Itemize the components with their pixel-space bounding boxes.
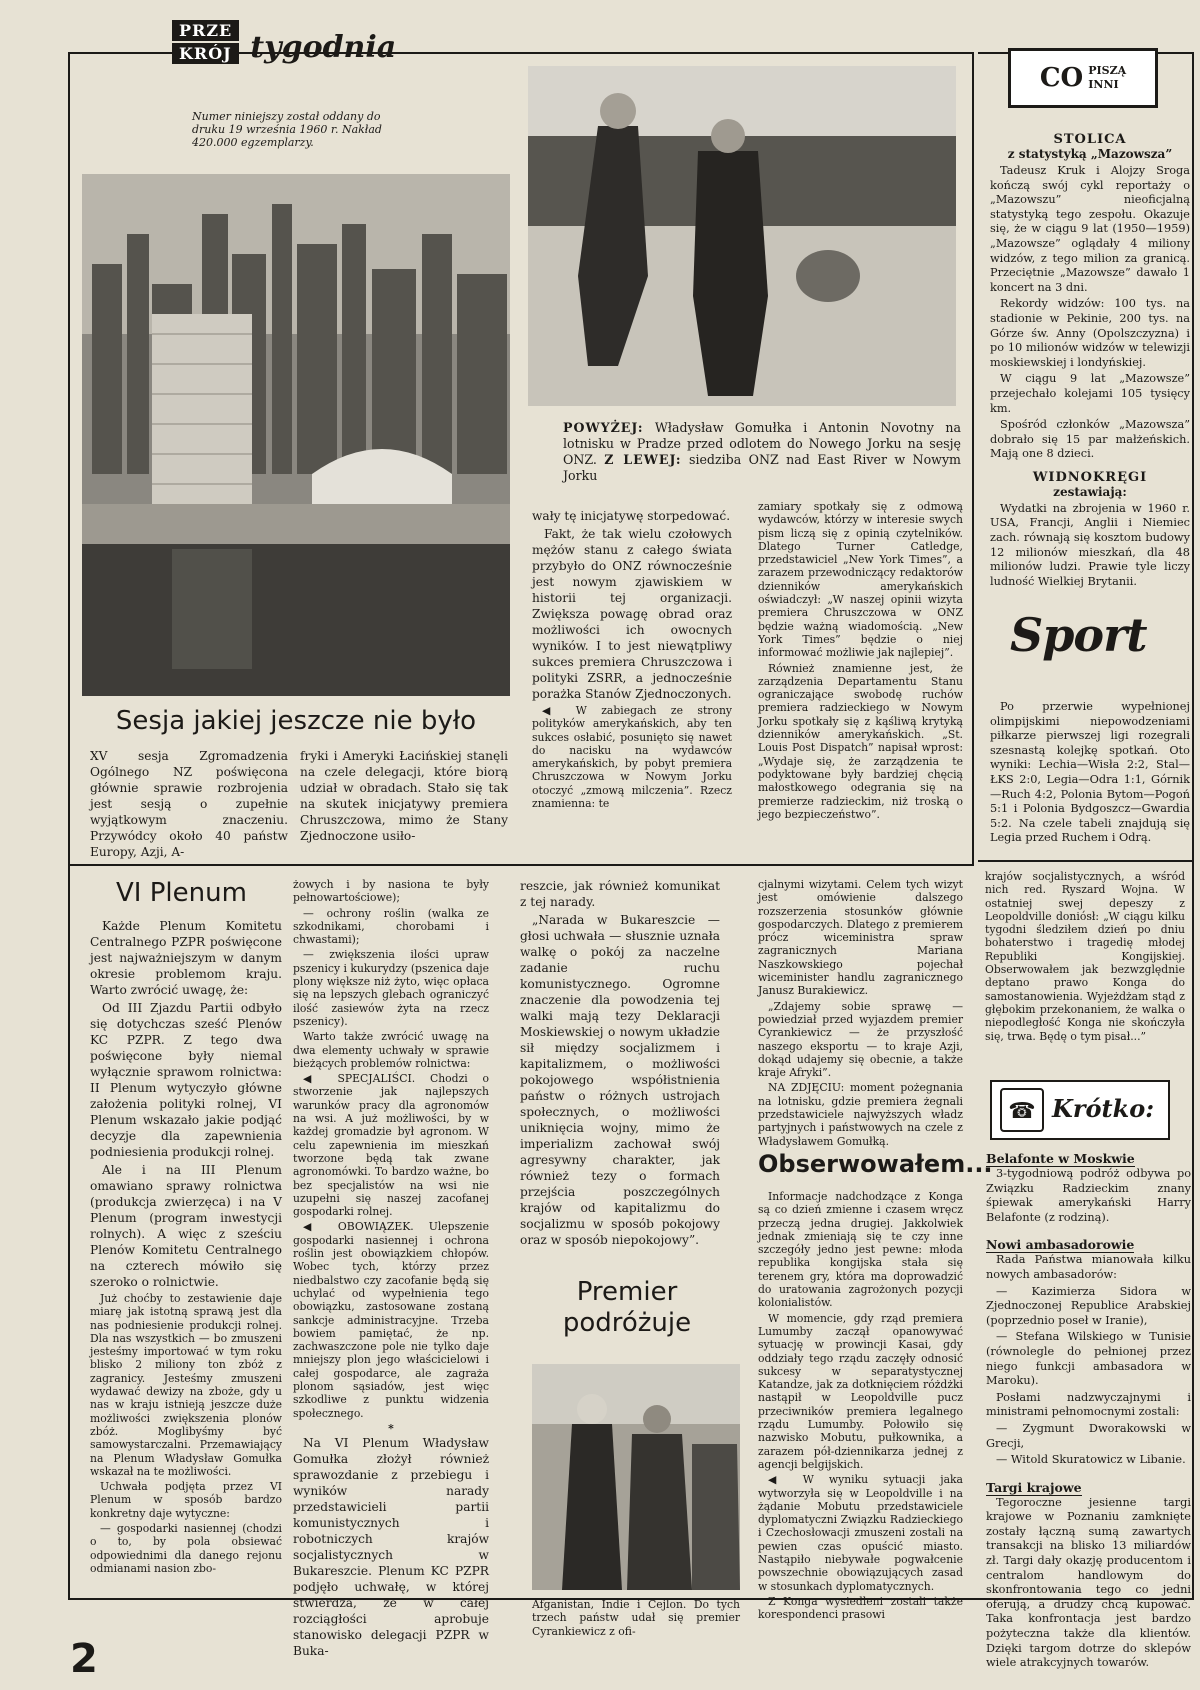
article1-col4-p1: zamiary spotkały się z odmową wydawców, którzy w interesie swych pism liczą się z opinią czytelników. Dlatego Turner Catledge, przedstawiciel „New York Times”, a zarazem przewodniczący redaktorów dzienników amerykańskich oświadczył: „W naszej opinii wizyta premiera Chruszczowa w ONZ będzie ważną wiadomością. „New York Times” będzie o niej informować możliwie jak najlepiej”. (758, 500, 963, 660)
article3-photo-caption: Afganistan, Indie i Cejlon. Do tych trzech państw udał się premier Cyrankiewicz z ofi- (532, 1598, 740, 1638)
stolica-subtitle: z statystyką „Mazowsza” (1007, 147, 1173, 161)
article1-col1-text: XV sesja Zgromadzenia Ogólnego NZ poświęcona głównie sprawie rozbrojenia jest sesją o zupełnie wyjątkowym znaczeniu. Przywódcy około 40 państw Europy, Azji, A- (90, 749, 288, 859)
stolica-p4: Spośród członków „Mazowsza” dobrało się 15 par małżeńskich. Mają one 8 dzieci. (990, 418, 1190, 461)
article2-p15: „Narada w Bukareszcie — głosi uchwała — słusznie uznała walkę o pokój za naczelne zadanie ruchu komunistycznego. Ogromne znaczenie dla powodzenia tej walki mają tezy Deklaracji Moskiewskiej o nowym układzie sił między socjalizmem i kapitalizmem, o możliwości pokojowego współistnienia państw o różnych ustrojach społecznych, o możliwości uniknięcia wojny, mimo że imperializm zachował swój agresywny charakter, jak również tezy o formach przejścia poszczególnych krajów od kapitalizmu do socjalizmu w sposób pokojowy oraz w sposób niepokojowy”. (520, 913, 720, 1247)
widnokregi-body (990, 502, 1190, 590)
article1-col3-small (532, 704, 732, 810)
article2-p13: Na VI Plenum Władysław Gomułka złożył również sprawozdanie z przebiegu i wyników narady przedstawicieli partii komunistycznych i robotniczych krajów socjalistycznych w Bukareszcie. Plenum KC PZPR podjęło uchwałę, w której stwierdza, że w całej rozciągłości aprobuje stanowisko delegacji PZPR w Buka- (293, 1436, 489, 1659)
article2-p9: — zwiększenia ilości upraw pszenicy i kukurydzy (pszenica daje plony większe niż żyto, więc opłaca się na lepszych glebach ograniczyć ilość zasiewów żyta na rzecz pszenicy). (293, 948, 489, 1028)
ambas-p1: Rada Państwa mianowała kilku nowych ambasadorów: (986, 1253, 1191, 1281)
article2-p4: Już choćby to zestawienie daje miarę jak istotną sprawą jest dla nas podniesienie produkcji rolnej. Dla nas wszystkich — bo zmuszeni jesteśmy importować w tym roku blisko 2 miliony ton zbóż z zagranicy. Jesteśmy zmuszeni wydawać dewizy na zboże, gdy u nas w kraju istnieją jeszcze duże możliwości zwiększenia plonów zbóż. Moglibyśmy być samowystarczalni. Przemawiający na Plenum Władysław Gomułka wskazał na te możliwości. (90, 1292, 282, 1478)
widnokregi-text: Wydatki na zbrojenia w 1960 r. USA, Francji, Anglii i Niemiec zach. równają się kosztom budowy 12 milionów mieszkań, dla 48 milionów ludzi. Prawie tyle liczy ludność Wielkiej Brytanii. (990, 501, 1190, 588)
article1-col3-p2: Fakt, że tak wielu czołowych mężów stanu z całego świata przybyło do ONZ równocześnie jest nowym zjawiskiem w historii tej organizacji. Zwiększa powagę obrad oraz możliwości ich owocnych wyników. I to jest niewątpliwy sukces premiera Chruszczowa i polityki ZSRR, a jednocześnie porażka Stanów Zjednoczonych. (532, 527, 732, 701)
stolica-p2: Rekordy widzów: 100 tys. na stadionie w Pekinie, 200 tys. na Górze św. Anny (Opolszczyzna) i po 10 milionów widzów w telewizji moskiewskiej i londyńskiej. (990, 297, 1190, 369)
article1-col3-p1: wały tę inicjatywę storpedować. (532, 509, 731, 523)
krotko-logo-box (990, 1080, 1170, 1140)
article4-p5: krajów socjalistycznych, a wśród nich red. Ryszard Wojna. W ostatniej swej depeszy z Leopoldville doniósł: „W ciągu kilku tygodni śledziłem dzień po dniu bohaterstwo i tragedię młodej Republiki Kongijskiej. Obserwowałem jak bezwzględnie deptano prawo Konga do samostanowienia. Wyjeżdżam stąd z głębokim przekonaniem, że walka o niepodległość Konga nie skończyła się, trwa. Będę o tym pisał...” (985, 870, 1185, 1043)
article2-headline: VI Plenum (116, 878, 247, 908)
caption-lead: POWYŻEJ: (563, 420, 644, 435)
article2-col2 (293, 878, 489, 1661)
article2-col2-large (293, 1435, 489, 1659)
un-photo-drawing (82, 174, 510, 696)
article2-p14: reszcie, jak również komunikat z tej narady. (520, 879, 720, 909)
article2-col1-small (90, 1292, 282, 1575)
ambas-p5: — Zygmunt Dworakowski w Grecji, (986, 1421, 1191, 1450)
article1-col4-p2: Również znamienne jest, że zarządzenia Departamentu Stanu ograniczające swobodę ruchów premiera radzieckiego w Nowym Jorku spotkały się z kąśliwą krytyką dzienników amerykańskich. „St. Louis Post Dispatch” napisał wprost: „Wydaje się, że zarządzenia te podyktowane były bardziej chęcią małostkowego odegrania się na premierze radzieckim, niż troską o jego bezpieczeństwo”. (758, 661, 963, 821)
stolica-p1: Tadeusz Kruk i Alojzy Sroga kończą swój cykl reportaży o „Mazowszu” nieoficjalną statystyką tego zespołu. Okazuje się, że w ciągu 9 lat (1950—1959) „Mazowsze” oglądały 4 miliony widzów, z tego milion za granicą. Przeciętnie „Mazowsze” dawało 1 koncert na 3 dni. (990, 164, 1190, 294)
article3-col4 (758, 878, 963, 1150)
krotko-section (986, 1148, 1191, 1673)
article2-p12: ◀ OBOWIĄZEK. Ulepszenie gospodarki nasiennej i ochrona roślin jest obowiązkiem chłopów. Wobec tych, którzy przez niedbalstwo czy zacofanie będą się uchylać od wypełnienia tego obowiązku, zastosowane zostaną sankcje administracyjne. Trzeba bowiem pamiętać, że np. zachwaszczone pole nie tylko daje mniejszy plon jego właścicielowi i całej gospodarce, ale zagraża plonom sąsiadów, jest więc szkodliwe z punktu widzenia społecznego. (293, 1220, 489, 1420)
article4-p3: ◀ W wyniku sytuacji jaka wytworzyła się w Leopoldville i na żądanie Mobutu przedstawiciele dyplomatyczni Związku Radzieckiego i Czechosłowacji zmuszeni zostali na pewien czas opuścić miasto. Nastąpiło niebywałe pogwałcenie powszechnie obowiązujących zasad w stosunkach dyplomatycznych. (758, 1473, 963, 1593)
article2-separator: * (388, 1421, 394, 1435)
caption-text: Władysław Gomułka i Antonin Novotny na lotnisku w Pradze przed odlotem do Nowego Jorku na sesję ONZ. (563, 420, 961, 467)
caption-lead-2: Z LEWEJ: (604, 452, 682, 467)
un-headquarters-photo (82, 174, 510, 696)
ambasadorowie-body (986, 1253, 1191, 1467)
masthead-script-title: tygodnia (250, 30, 397, 65)
masthead (172, 20, 396, 78)
article1-col3 (532, 508, 732, 812)
article1-col1 (90, 748, 288, 862)
ambas-p4: Posłami nadzwyczajnymi i ministrami pełnomocnymi zostali: (986, 1390, 1191, 1419)
badge-pisza: PISZĄ (1088, 64, 1127, 77)
stolica-title: STOLICA (1053, 132, 1127, 147)
article3-headline (532, 1277, 722, 1339)
article1-headline: Sesja jakiej jeszcze nie było (115, 706, 477, 736)
logo-top: PRZE (172, 20, 239, 41)
top-photo-caption (563, 420, 961, 484)
article4-headline: Obserwowałem... (758, 1150, 993, 1178)
targi-text: Tegoroczne jesienne targi krajowe w Poznaniu zamknięte zostały łączną sumą zawartych transakcji na blisko 13 miliardów zł. Targi dały okazję producentom i centralom handlowym do skonfrontowania tego co jedni oferują, a drudzy chcą kupować. Taka konfrontacja jest bardzo pożyteczna także dla klientów. Dzięki targom dotrze do sklepów wiele atrakcyjnych towarów. (986, 1495, 1191, 1670)
article1-col2-text: fryki i Ameryki Łacińskiej stanęli na czele delegacji, które biorą udział w obradach. Stało się tak na skutek inicjatywy premiera Chruszczowa, mimo że Stany Zjednoczone usiło- (300, 749, 508, 843)
badge-inni: INNI (1088, 78, 1119, 91)
article3-p1: cjalnymi wizytami. Celem tych wizyt jest omówienie dalszego rozszerzenia stosunków głównie gospodarczych. Dlatego z premierem prócz wiceministra spraw zagranicznych Mariana Naszkowskiego pojechał wiceminister handlu zagranicznego Janusz Burakiewicz. (758, 878, 963, 998)
stolica-section (990, 132, 1190, 591)
article4-p4: Z Konga wysiedleni zostali także korespondenci prasowi (758, 1594, 963, 1622)
widnokregi-title: WIDNOKRĘGI (1032, 469, 1148, 485)
article2-col3 (520, 878, 720, 1250)
stolica-body (990, 164, 1190, 462)
belafonte-title: Belafonte w Moskwie (986, 1151, 1135, 1166)
article2-p10: Warto także zwrócić uwagę na dwa elementy uchwały w sprawie bieżących problemów rolnictwa: (293, 1030, 489, 1070)
krotko-logo: Krótko: (1052, 1094, 1155, 1123)
print-note: Numer niniejszy został oddany do druku 19 września 1960 r. Nakład 420.000 egzemplarzy. (192, 110, 382, 149)
article1-col2 (300, 748, 508, 846)
article2-p8: — ochrony roślin (walka ze szkodnikami, chorobami i chwastami); (293, 906, 489, 947)
article1-col3-p3: ◀ W zabiegach ze strony polityków amerykańskich, aby ten sukces osłabić, posunięto się nawet do nacisku na wydawców amerykańskich, by pobyt premiera Chruszczowa w Nowym Jorku otoczyć „zmową milczenia”. Rzecz znamienna: te (532, 704, 732, 811)
article2-p1: Każde Plenum Komitetu Centralnego PZPR poświęcone jest najważniejszym w danym okresie problemom kraju. Warto zwrócić uwagę, że: (90, 919, 282, 997)
article4-continuation (985, 870, 1185, 1045)
ambas-p3: — Stefana Wilskiego w Tunisie (równolegle do pełnionej przez niego funkcji ambasadora w Maroku). (986, 1330, 1191, 1388)
ambas-p2: — Kazimierza Sidora w Zjednoczonej Republice Arabskiej (poprzednio poseł w Iranie), (986, 1284, 1191, 1327)
cyrankiewicz-photo-drawing (532, 1364, 740, 1590)
article4-col (758, 1190, 963, 1624)
logo-bottom: KRÓJ (172, 43, 239, 64)
belafonte-text: 3-tygodniową podróż odbywa po Związku Radzieckim znany śpiewak amerykański Harry Belafonte (z rodziną). (986, 1167, 1191, 1224)
article2-p3: Ale i na III Plenum omawiano sprawy rolnictwa (produkcja zwierzęca) i na V Plenum (program inwestycji rolnych). A więc z sześciu Plenów Komitetu Centralnego na czterech mówiło się szeroko o rolnictwie. (90, 1163, 282, 1289)
article1-col4 (758, 500, 963, 823)
belafonte-body (986, 1167, 1191, 1225)
sport-text: Po przerwie wypełnionej olimpijskimi niepowodzeniami piłkarze pierwszej ligi rozegrali szesnastą kolejkę spotkań. Oto wyniki: Lechia—Wisła 2:2, Stal—ŁKS 2:0, Legia—Odra 1:1, Górnik—Ruch 4:2, Polonia Bytom—Pogoń 5:1 i Polonia Bydgoszcz—Gwardia 5:2. Na czele tabeli znajdują się Legia przed Ruchem i Odrą. (990, 700, 1190, 845)
cyrankiewicz-photo (532, 1364, 740, 1590)
sport-logo: Sport (1010, 608, 1147, 662)
targi-title: Targi krajowe (986, 1479, 1082, 1495)
gomulka-photo-drawing (528, 66, 956, 406)
article4-p1: Informacje nadchodzące z Konga są co dzień zmienne i czasem wręcz przeczą jedna drugiej. Jakkolwiek jednak zmieniają się te czy inne szczegóły jedno jest pewne: młoda republika kongijska stała się terenem gry, która ma doprowadzić do uratowania zagrożonych pozycji kolonialistów. (758, 1190, 963, 1310)
article2-p2: Od III Zjazdu Partii odbyło się dotychczas sześć Plenów KC PZPR. Z tego dwa poświęcone były niemal wyłącznie sprawom rolnictwa: II Plenum wytyczyło główne założenia polityki rolnej, VI Plenum wskazało jakie podjąć decyzje dla zapewnienia podniesienia produkcji rolnej. (90, 1001, 282, 1159)
co-pisza-inni-badge (1008, 48, 1158, 108)
article3-headline-line1: Premier (576, 1277, 678, 1307)
sport-body (990, 700, 1190, 848)
article4-p2: W momencie, gdy rząd premiera Lumumby zaczął opanowywać sytuację w prowincji Kasai, gdy oddziały tego rządu zaczęły odnosić sukcesy w separatystycznej Katandze, jak za dotknięciem różdżki nastąpił w Leopoldville pucz przeciwników premiera legalnego rządu Lumumby. Połowiło się nazwisko Mobutu, pułkownika, a zarazem pół-dziennikarza jednej z agencji belgijskich. (758, 1311, 963, 1471)
page-number: 2 (70, 1636, 98, 1682)
article2-col1 (90, 918, 282, 1577)
ambasadorowie-title: Nowi ambasadorowie (986, 1237, 1135, 1253)
targi-body (986, 1496, 1191, 1671)
badge-co: CO (1039, 63, 1084, 93)
gomulka-novotny-photo (528, 66, 956, 406)
caption-text-2: siedziba ONZ nad East River w Nowym Jorku (563, 452, 961, 483)
article3-p2: „Zdajemy sobie sprawę — powiedział przed wyjazdem premier Cyrankiewicz — że przyszłość naszego eksportu — to kraje Azji, dokąd udajemy się obecnie, a także kraje Afryki”. (758, 999, 963, 1080)
article2-p5: Uchwała podjęta przez VI Plenum w sposób bardzo konkretny daje wytyczne: (90, 1480, 282, 1520)
widnokregi-subtitle: zestawiają: (1053, 484, 1127, 499)
ambas-p6: — Witold Skuratowicz w Libanie. (996, 1453, 1186, 1467)
stolica-p3: W ciągu 9 lat „Mazowsze” przejechało kolejami 105 tysięcy km. (990, 372, 1190, 415)
telephone-icon: ☎ (1000, 1088, 1044, 1132)
article2-p6: — gospodarki nasiennej (chodzi o to, by pola obsiewać odpowiednimi dla danego rejonu odmianami nasion zbo- (90, 1522, 282, 1575)
article3-p3: NA ZDJĘCIU: moment pożegnania na lotnisku, gdzie premiera żegnali przedstawiciele najwyższych władz partyjnych i państwowych na czele z Władysławem Gomułką. (758, 1081, 963, 1148)
article2-p11: ◀ SPECJALIŚCI. Chodzi o stworzenie jak najlepszych warunków pracy dla agronomów na wsi. A już możliwości, by w każdej gromadzie był agronom. W celu zapewnienia im mieszkań tworzone będą tak zwane agronomówki. To bardzo ważne, bo bez specjalistów na wsi nie uzupełni się naszej zacofanej gospodarki rolnej. (293, 1072, 489, 1219)
article2-p7: żowych i by nasiona te były pełnowartościowe); (293, 878, 489, 905)
article3-headline-line2: podróżuje (562, 1308, 692, 1338)
